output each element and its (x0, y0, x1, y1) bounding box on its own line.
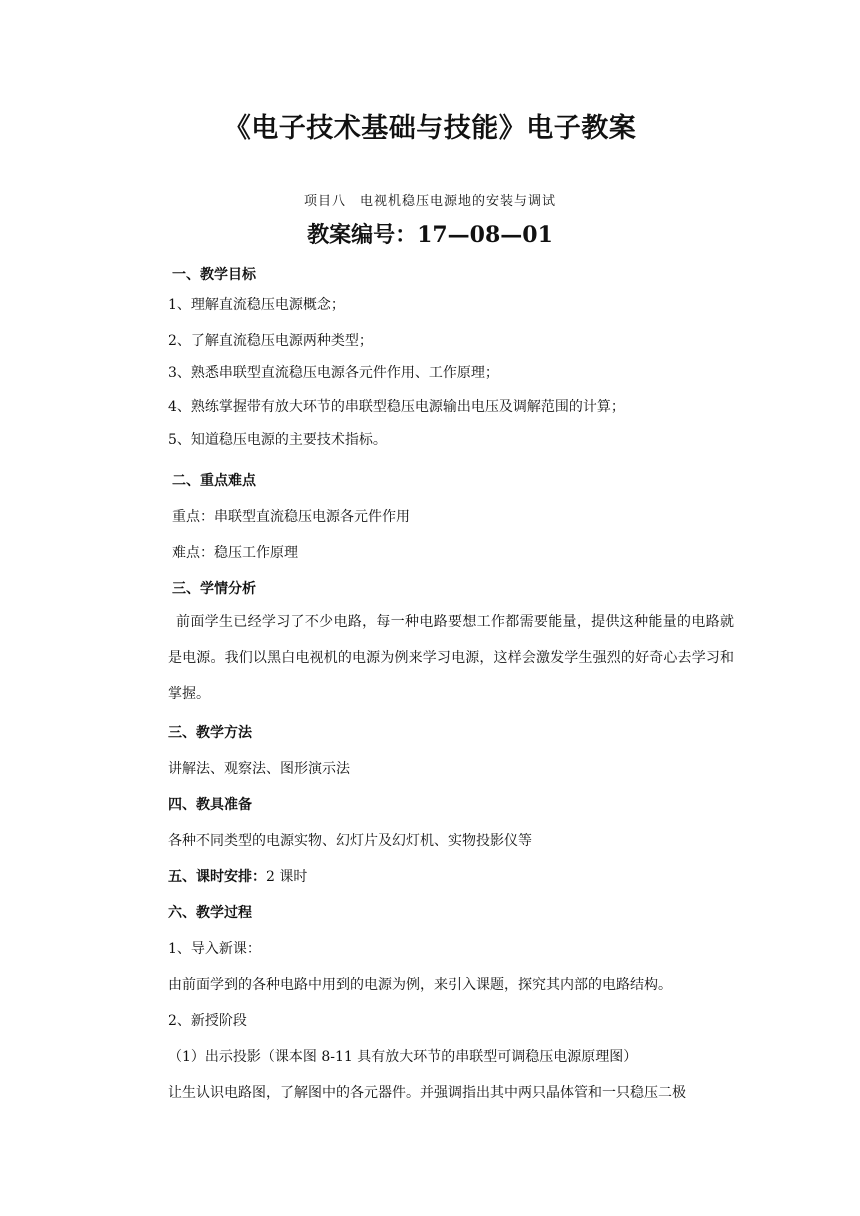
objective-item: 1、理解直流稳压电源概念； (168, 297, 345, 313)
objective-item: 4、熟练掌握带有放大环节的串联型稳压电源输出电压及调解范围的计算； (168, 399, 625, 415)
analysis-heading: 三、学情分析 (172, 581, 256, 597)
process-step-1: 1、导入新课： (168, 941, 261, 957)
methods-text: 讲解法、观察法、图形演示法 (168, 761, 350, 777)
difficulty-point: 难点：稳压工作原理 (172, 545, 298, 561)
document-title: 《电子技术基础与技能》电子教案 (223, 113, 637, 144)
objectives-heading: 一、教学目标 (172, 267, 256, 283)
tools-text: 各种不同类型的电源实物、幻灯片及幻灯机、实物投影仪等 (168, 833, 532, 849)
focus-point: 重点：串联型直流稳压电源各元件作用 (172, 509, 410, 525)
analysis-paragraph: 前面学生已经学习了不少电路，每一种电路要想工作都需要能量，提供这种能量的电路就是电源。我们以黑白电视机的电源为例来学习电源，这样会激发学生强烈的好奇心去学习和掌握。 (168, 614, 734, 702)
process-step-2: 2、新授阶段 (168, 1013, 247, 1029)
schedule-value: 2 课时 (266, 869, 308, 885)
process-step-2-text: 让生认识电路图，了解图中的各元器件。并强调指出其中两只晶体管和一只稳压二极 (168, 1085, 686, 1101)
objective-item: 2、了解直流稳压电源两种类型； (168, 333, 373, 349)
methods-heading: 三、教学方法 (168, 725, 252, 741)
process-step-1-text: 由前面学到的各种电路中用到的电源为例，来引入课题，探究其内部的电路结构。 (168, 977, 672, 993)
lesson-code: 教案编号：17—08—01 (307, 222, 553, 248)
schedule-line (168, 866, 307, 886)
schedule-heading: 五、课时安排： (168, 869, 266, 885)
key-points-heading: 二、重点难点 (172, 473, 256, 489)
objective-item: 5、知道稳压电源的主要技术指标。 (168, 432, 387, 448)
project-subtitle: 项目八 电视机稳压电源地的安装与调试 (303, 194, 556, 209)
tools-heading: 四、教具准备 (168, 797, 252, 813)
objective-item: 3、熟悉串联型直流稳压电源各元件作用、工作原理； (168, 365, 499, 381)
process-step-2-1: （1）出示投影（课本图 8-11 具有放大环节的串联型可调稳压电源原理图） (168, 1049, 638, 1065)
process-heading: 六、教学过程 (168, 905, 252, 921)
